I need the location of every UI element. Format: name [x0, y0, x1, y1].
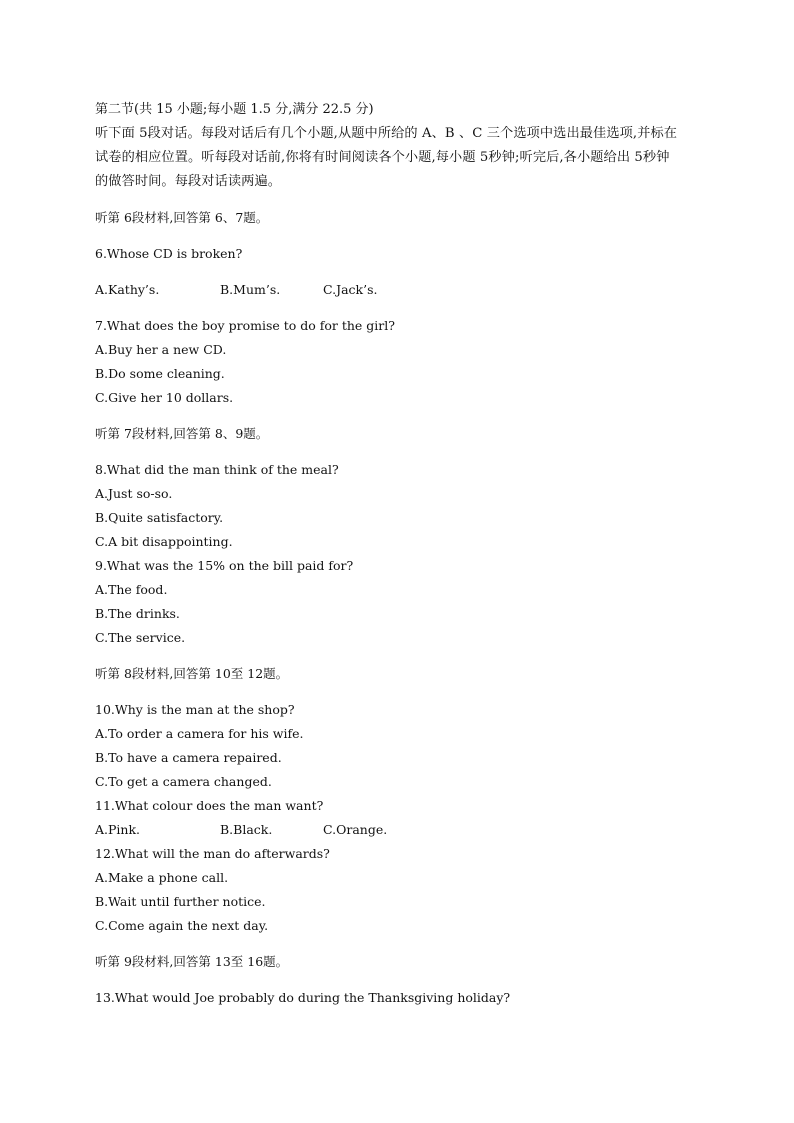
option-a: A.Pink.: [95, 822, 141, 837]
question-stem: 12.What will the man do afterwards?: [95, 846, 330, 861]
exam-page: [95, 98, 705, 1010]
group-heading: 听第 6段材料,回答第 6、7题。: [95, 210, 269, 225]
option-row: [95, 278, 705, 302]
option-c: C.Come again the next day.: [95, 918, 269, 933]
question-stem: 11.What colour does the man want?: [95, 798, 324, 813]
option-b: B.To have a camera repaired.: [95, 750, 282, 765]
option-a: A.Make a phone call.: [95, 870, 229, 885]
option-c: C.Orange.: [323, 822, 388, 837]
option-c: C.Give her 10 dollars.: [95, 390, 234, 405]
intro-line: 试卷的相应位置。听每段对话前,你将有时间阅读各个小题,每小题 5秒钟;听完后,各小题给出 5秒钟: [95, 150, 670, 165]
option-c: C.To get a camera changed.: [95, 774, 272, 789]
option-b: B.Mum’s.: [220, 282, 281, 297]
intro-line: 听下面 5段对话。每段对话后有几个小题,从题中所给的 A、B 、C 三个选项中选出最佳选项,并标在: [95, 126, 678, 141]
option-a: A.Kathy’s.: [95, 282, 160, 297]
question-stem: 8.What did the man think of the meal?: [95, 462, 339, 477]
option-a: A.Buy her a new CD.: [95, 342, 227, 357]
section-title: 第二节(共 15 小题;每小题 1.5 分,满分 22.5 分): [95, 102, 374, 117]
option-b: B.Do some cleaning.: [95, 366, 225, 381]
option-c: C.The service.: [95, 630, 186, 645]
option-c: C.Jack’s.: [323, 282, 378, 297]
option-row: [95, 818, 705, 842]
intro-line: 的做答时间。每段对话读两遍。: [95, 174, 282, 189]
option-a: A.Just so-so.: [95, 486, 173, 501]
option-b: B.The drinks.: [95, 606, 180, 621]
group-heading: 听第 7段材料,回答第 8、9题。: [95, 426, 269, 441]
question-stem: 7.What does the boy promise to do for the girl?: [95, 318, 395, 333]
option-b: B.Black.: [220, 822, 273, 837]
option-b: B.Wait until further notice.: [95, 894, 266, 909]
question-stem: 9.What was the 15% on the bill paid for?: [95, 558, 354, 573]
section-intro: [95, 122, 705, 194]
option-a: A.To order a camera for his wife.: [95, 726, 304, 741]
question-stem: 6.Whose CD is broken?: [95, 246, 243, 261]
question-stem: 13.What would Joe probably do during the Thanksgiving holiday?: [95, 990, 511, 1005]
question-stem: 10.Why is the man at the shop?: [95, 702, 295, 717]
group-heading: 听第 8段材料,回答第 10至 12题。: [95, 666, 289, 681]
group-heading: 听第 9段材料,回答第 13至 16题。: [95, 954, 289, 969]
option-b: B.Quite satisfactory.: [95, 510, 224, 525]
option-a: A.The food.: [95, 582, 168, 597]
option-c: C.A bit disappointing.: [95, 534, 233, 549]
